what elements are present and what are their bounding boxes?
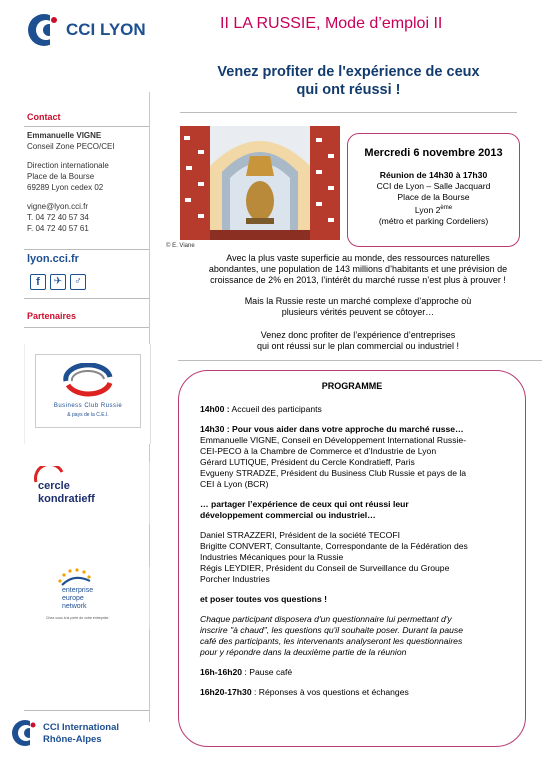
address-line: Place de la Bourse (27, 172, 95, 181)
programme-item-share-heading: développement commercial ou industriel… (200, 510, 376, 520)
contact-title: Contact (27, 112, 61, 122)
programme-item-welcome: 14h00 : Accueil des participants (200, 404, 322, 414)
partners-rule (24, 327, 149, 328)
social-rule (24, 298, 149, 299)
bcr-subname: & pays de la C.E.I. (67, 412, 109, 418)
speaker-line: Daniel STRAZZERI, Président de la société TECOFI (200, 530, 400, 540)
cci-lyon-logo[interactable] (26, 12, 156, 48)
een-line: network (62, 603, 87, 610)
speaker-line: CEI à Lyon (BCR) (200, 479, 269, 489)
cci-international-icon (10, 718, 40, 748)
twitter-icon[interactable]: ✈ (50, 274, 66, 290)
programme-item-break: 16h-16h20 : Pause café (200, 667, 293, 677)
kremlin-photo-image (180, 126, 340, 240)
facebook-icon[interactable]: f (30, 274, 46, 290)
programme-item-questions-heading: et poser toutes vos questions ! (200, 594, 328, 604)
website-rule (24, 249, 149, 250)
intro-paragraph-1: Avec la plus vaste superficie au monde, des ressources naturelles abondantes, une population de 143 millions d’habitants et une prévision de croissance de 2% en 2013, l’intérêt du marché russe n’est plus à prouver ! (208, 253, 508, 285)
event-city: Lyon 2ème (414, 204, 453, 215)
speaker-line: CEI-PECO à la Chambre de Commerce et d’Industrie de Lyon (200, 446, 437, 456)
speaker-line: Régis LEYDIER, Président du Conseil de Surveillance du Groupe (200, 563, 450, 573)
contact-block (27, 130, 147, 234)
contact-phone: T. 04 72 40 57 34 (27, 213, 89, 222)
headline: Venez profiter de l'expérience de ceux qui ont réussi ! (217, 64, 480, 98)
programme-content (200, 404, 518, 698)
headline-underline (180, 112, 517, 113)
event-meeting: Réunion de 14h30 à 17h30 (379, 170, 488, 180)
speaker-line: Porcher Industries (200, 574, 270, 584)
event-venue: CCI de Lyon – Salle Jacquard (376, 181, 491, 191)
een-tagline: Chez-vous à la porte de votre entreprise (46, 616, 109, 620)
viadeo-icon[interactable]: ♂ (70, 274, 86, 290)
page-title: II LA RUSSIE, Mode d’emploi II (220, 15, 443, 32)
contact-email[interactable]: vigne@lyon.cci.fr (27, 202, 89, 211)
kondratieff-line2: kondratieff (38, 493, 95, 505)
een-line: europe (62, 595, 84, 602)
event-date-box (347, 133, 520, 247)
partner-een-logo[interactable] (24, 567, 150, 629)
intro-paragraph-2: Mais la Russie reste un marché complexe d’approche où plusieurs vérités peuvent se côtoyer… (244, 296, 472, 317)
programme-box (178, 370, 526, 747)
programme-item-approach-heading: 14h30 : Pour vous aider dans votre approche du marché russe… (200, 424, 464, 434)
intro-divider (178, 360, 542, 361)
photo-kremlin (180, 126, 340, 240)
speaker-line: Industries Mécaniques pour la Russie (200, 552, 344, 562)
een-line: enterprise (62, 587, 94, 594)
partners-title: Partenaires (27, 311, 77, 321)
event-place: Place de la Bourse (397, 192, 470, 202)
kondratieff-line1: cercle (38, 480, 70, 492)
contact-rule (24, 126, 149, 127)
contact-fax: F. 04 72 40 57 61 (27, 224, 89, 233)
footer-rule (24, 710, 149, 711)
website-link[interactable]: lyon.cci.fr (27, 253, 79, 265)
speaker-line: Evgueny STRADZE, Président du Business Club Russie et pays de la (200, 468, 467, 478)
cci-international-line1: CCI International (43, 722, 120, 733)
partner-bcr-logo[interactable] (24, 344, 151, 444)
cci-international-line2: Rhône-Alpes (43, 734, 102, 745)
address-line: Direction internationale (27, 161, 109, 170)
cci-logo-text: CCI LYON (66, 20, 146, 39)
questions-text: Chaque participant disposera d'un questionnaire lui permettant d'y inscrire "à chaud", les questions qu'il souhaite poser. Durant la pause café des participants, les intervenants analyseront les questionnaires pour y répondre dans la deuxième partie de la réunion (200, 614, 463, 657)
bcr-logo-frame (35, 354, 141, 428)
contact-role: Conseil Zone PECO/CEI (27, 142, 115, 151)
speaker-line: Gérard LUTIQUE, Président du Cercle Kondratieff, Paris (200, 457, 415, 467)
address-line: 69289 Lyon cedex 02 (27, 183, 104, 192)
cci-logo-icon (26, 12, 62, 48)
een-stars-icon (54, 567, 94, 589)
intro-paragraph-3: Venez donc profiter de l’expérience d’entreprises qui ont réussi sur le plan commercial ou industriel ! (256, 330, 460, 351)
cci-international-logo[interactable] (10, 716, 150, 752)
event-details (348, 170, 519, 227)
programme-item-answers: 16h20-17h30 : Réponses à vos questions et échanges (200, 687, 409, 697)
programme-title: PROGRAMME (321, 381, 383, 391)
contact-name: Emmanuelle VIGNE (27, 131, 102, 140)
speaker-line: Emmanuelle VIGNE, Conseil en Développement International Russie- (200, 435, 467, 445)
social-icons (30, 274, 90, 290)
bcr-name: Business Club Russie (53, 403, 123, 409)
event-date: Mercredi 6 novembre 2013 (364, 147, 503, 159)
bcr-swoosh-icon (62, 363, 114, 399)
partner-kondratieff-logo[interactable] (24, 462, 150, 524)
event-access: (métro et parking Cordeliers) (378, 215, 489, 226)
speaker-line: Brigitte CONVERT, Consultante, Correspondante de la Fédération des (200, 541, 468, 551)
photo-credit: © E. Viane (166, 243, 195, 249)
programme-item-share-heading: … partager l’expérience de ceux qui ont réussi leur (200, 499, 409, 509)
